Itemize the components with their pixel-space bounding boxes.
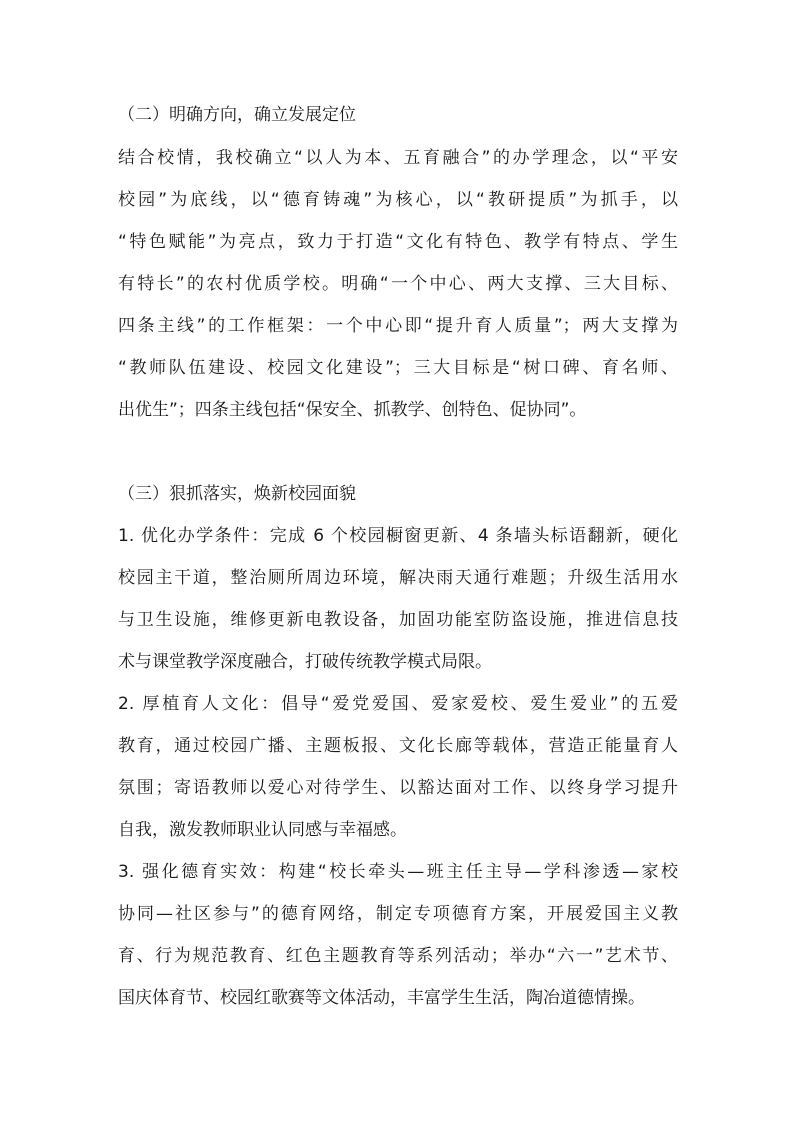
paragraph-line: 四条主线”的工作框架：一个中心即“提升育人质量”；两大支撑为	[118, 316, 678, 336]
list-item-line: 与卫生设施，维修更新电教设备，加固功能室防盗设施，推进信息技	[118, 610, 678, 630]
paragraph-line: “特色赋能”为亮点，致力于打造“文化有特色、教学有特点、学生	[118, 232, 678, 252]
list-item-line: 3. 强化德育实效：构建“校长牵头—班主任主导—学科渗透—家校	[118, 862, 678, 882]
list-item-line: 校园主干道，整治厕所周边环境，解决雨天通行难题；升级生活用水	[118, 568, 678, 588]
section-heading-2: （二）明确方向，确立发展定位	[118, 105, 356, 125]
paragraph-line: 结合校情，我校确立“以人为本、五育融合”的办学理念，以“平安	[118, 148, 678, 168]
paragraph-line: 出优生”；四条主线包括“保安全、抓教学、创特色、促协同”。	[118, 400, 587, 420]
paragraph-line: 校园”为底线，以“德育铸魂”为核心，以“教研提质”为抓手，以	[118, 190, 678, 210]
section-heading-3: （三）狠抓落实，焕新校园面貌	[118, 484, 356, 504]
list-item-line: 国庆体育节、校园红歌赛等文体活动，丰富学生生活，陶冶道德情操。	[118, 988, 645, 1008]
list-item-line: 氛围；寄语教师以爱心对待学生、以豁达面对工作、以终身学习提升	[118, 778, 678, 798]
paragraph-line: 有特长”的农村优质学校。明确“一个中心、两大支撑、三大目标、	[118, 274, 678, 294]
list-item-line: 1. 优化办学条件：完成 6 个校园橱窗更新、4 条墙头标语翻新，硬化	[118, 526, 678, 546]
list-item-line: 教育，通过校园广播、主题板报、文化长廊等载体，营造正能量育人	[118, 736, 678, 756]
list-item-line: 术与课堂教学深度融合，打破传统教学模式局限。	[118, 652, 492, 672]
list-item-line: 育、行为规范教育、红色主题教育等系列活动；举办“六一”艺术节、	[118, 946, 678, 966]
list-item-line: 2. 厚植育人文化：倡导“爱党爱国、爱家爱校、爱生爱业”的五爱	[118, 694, 678, 714]
list-item-line: 自我，激发教师职业认同感与幸福感。	[118, 820, 407, 840]
list-item-line: 协同—社区参与”的德育网络，制定专项德育方案，开展爱国主义教	[118, 904, 678, 924]
paragraph-line: “教师队伍建设、校园文化建设”；三大目标是“树口碑、育名师、	[118, 358, 678, 378]
